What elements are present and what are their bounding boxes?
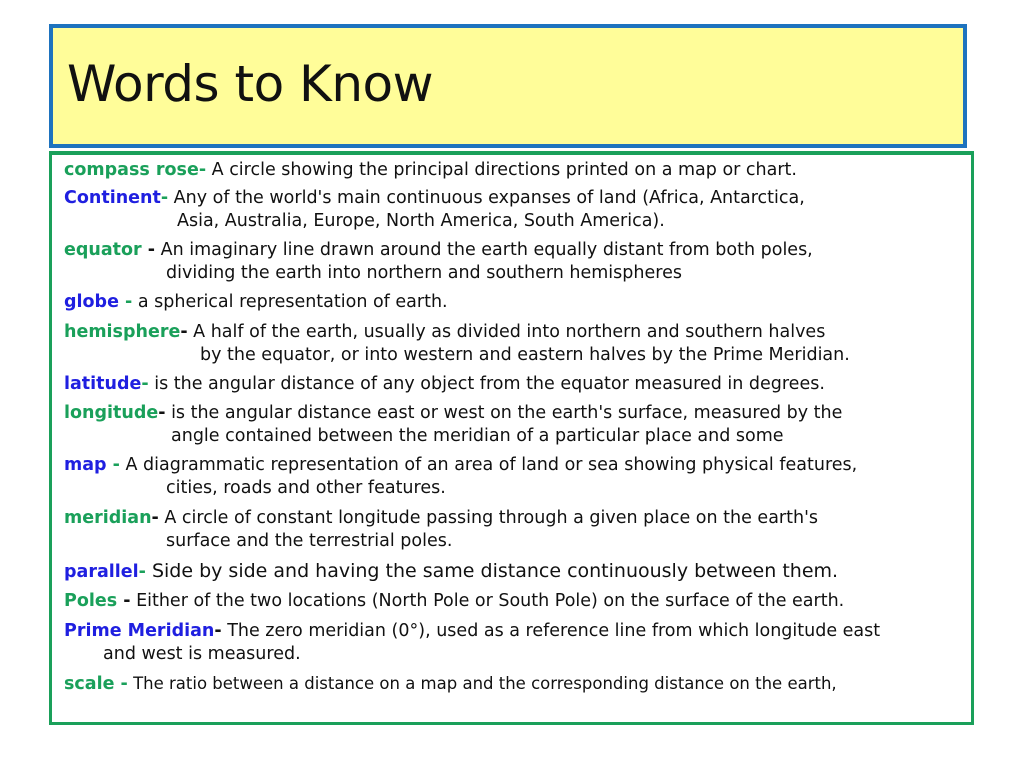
glossary-entry-prime-meridian	[64, 620, 965, 666]
glossary-separator: -	[214, 621, 222, 641]
glossary-entry-parallel	[64, 560, 965, 584]
glossary-definition-continued: surface and the terrestrial poles.	[166, 531, 453, 551]
glossary-definition: A diagrammatic representation of an area of land or sea showing physical features,	[119, 455, 858, 475]
glossary-term: Continent	[64, 188, 161, 208]
glossary-term: compass rose-	[64, 160, 207, 180]
glossary-definition-continued: and west is measured.	[103, 644, 301, 664]
glossary-definition: a spherical representation of earth.	[132, 292, 448, 312]
glossary-entry-meridian	[64, 507, 965, 553]
glossary-term: latitude	[64, 374, 142, 394]
glossary-definition: Either of the two locations (North Pole or South Pole) on the surface of the earth.	[130, 591, 845, 611]
glossary-separator: -	[138, 562, 146, 582]
glossary-definition-continued: by the equator, or into western and eastern halves by the Prime Meridian.	[200, 345, 850, 365]
glossary-separator: -	[141, 240, 156, 260]
glossary-entry-hemisphere	[64, 321, 965, 367]
glossary-definition: Any of the world's main continuous expanses of land (Africa, Antarctica,	[168, 188, 805, 208]
glossary-entry-latitude	[64, 373, 965, 396]
glossary-entry-poles	[64, 590, 965, 613]
glossary-term: globe	[64, 292, 119, 312]
glossary-separator: -	[117, 591, 131, 611]
glossary-separator: -	[141, 374, 149, 394]
title-box	[49, 24, 967, 148]
glossary-separator: -	[106, 455, 120, 475]
glossary-term: hemisphere	[64, 322, 181, 342]
glossary-term: meridian	[64, 508, 152, 528]
glossary-entry-equator	[64, 239, 965, 285]
glossary-entry-compass-rose	[64, 159, 965, 182]
glossary-entry-map	[64, 454, 965, 500]
slide-title: Words to Know	[67, 55, 434, 113]
glossary-term: map	[64, 455, 107, 475]
glossary-term: scale -	[64, 674, 128, 694]
glossary-term: Poles	[64, 591, 118, 611]
glossary-definition-continued: angle contained between the meridian of a particular place and some	[171, 426, 784, 446]
glossary-term: Prime Meridian	[64, 621, 215, 641]
glossary-definition: A circle showing the principal directions printed on a map or chart.	[206, 160, 797, 180]
glossary-entry-globe	[64, 291, 965, 314]
glossary-term: longitude	[64, 403, 159, 423]
glossary-box	[49, 151, 974, 725]
glossary-definition: is the angular distance east or west on the earth's surface, measured by the	[165, 403, 843, 423]
glossary-definition: An imaginary line drawn around the earth equally distant from both poles,	[155, 240, 813, 260]
glossary-separator: -	[160, 188, 169, 208]
glossary-entry-continent	[64, 187, 965, 233]
glossary-definition: Side by side and having the same distance continuously between them.	[145, 560, 839, 582]
glossary-definition: The zero meridian (0°), used as a reference line from which longitude east	[221, 621, 881, 641]
glossary-definition-continued: cities, roads and other features.	[166, 478, 446, 498]
glossary-term: equator	[64, 240, 142, 260]
glossary-definition-continued: Asia, Australia, Europe, North America, South America).	[177, 211, 665, 231]
glossary-entry-longitude	[64, 402, 965, 448]
glossary-definition: A half of the earth, usually as divided into northern and southern halves	[187, 322, 826, 342]
glossary-entry-scale	[64, 672, 965, 696]
glossary-definition: is the angular distance of any object from the equator measured in degrees.	[148, 374, 825, 394]
glossary-separator: -	[118, 292, 133, 312]
glossary-definition: The ratio between a distance on a map and the corresponding distance on the earth,	[127, 674, 837, 693]
glossary-definition-continued: dividing the earth into northern and southern hemispheres	[166, 263, 682, 283]
glossary-definition: A circle of constant longitude passing through a given place on the earth's	[158, 508, 818, 528]
glossary-separator: -	[158, 403, 166, 423]
glossary-separator: -	[151, 508, 159, 528]
glossary-separator: -	[180, 322, 188, 342]
glossary-term: parallel	[64, 562, 139, 582]
